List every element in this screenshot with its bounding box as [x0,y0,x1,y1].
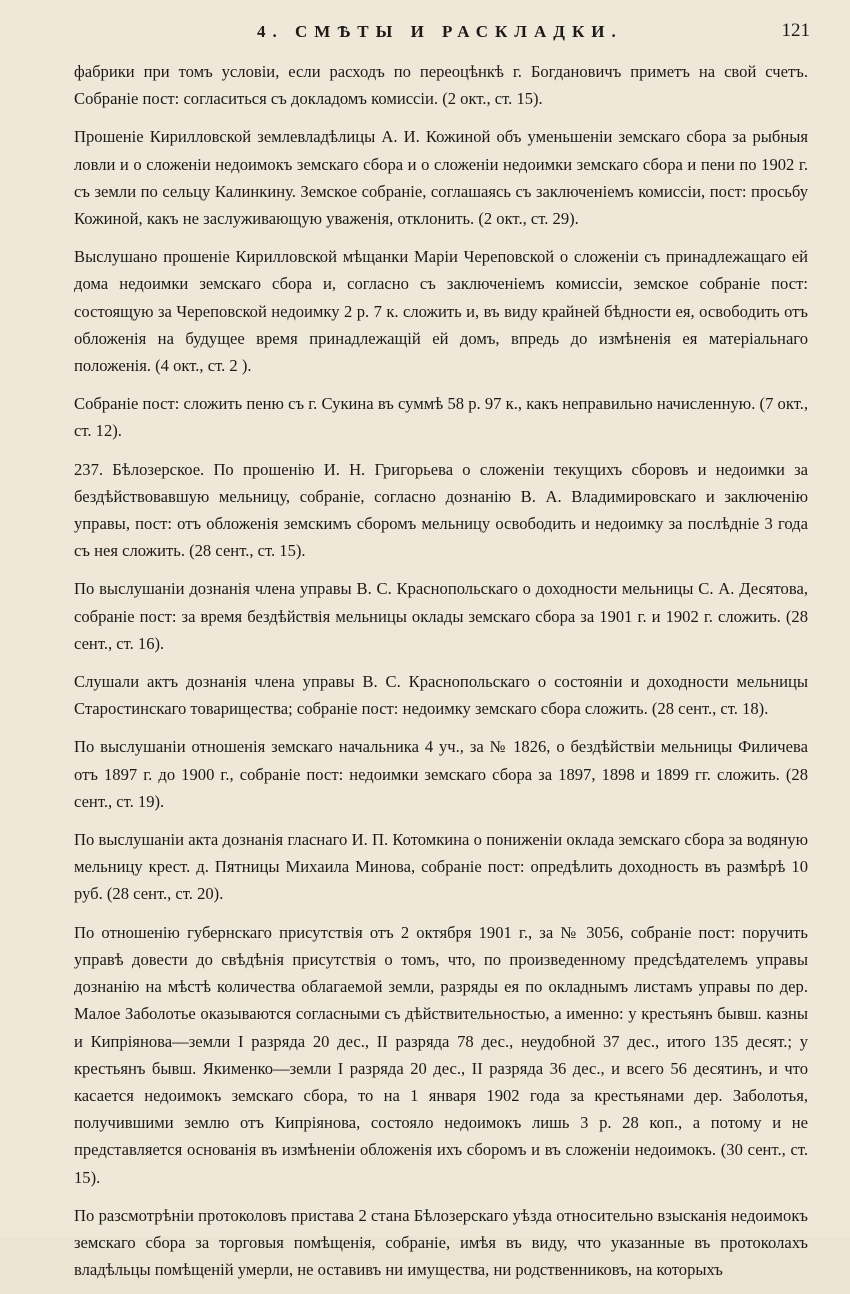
paragraph: 237. Бѣлозерское. По прошенію И. Н. Григорьева о сложеніи текущихъ сборовъ и недоимки за бездѣйствовавшую мельницу, собраніе, согласно дознанію В. А. Владимировскаго и заключенію управы, пост: отъ обложенія земскимъ сборомъ мельницу освободить и недоимку за послѣдніе 3 года съ нея сложить. (28 сент., ст. 15). [74,459,808,561]
paragraph: Собраніе пост: сложить пеню съ г. Сукина въ суммѣ 58 р. 97 к., какъ неправильно начисленную. (7 окт., ст. 12). [74,394,808,441]
paragraph: По выслушаніи дознанія члена управы В. С. Краснопольскаго о доходности мельницы С. А. Десятова, собраніе пост: за время бездѣйствія мельницы оклады земскаго сбора за 1901 г. и 1902 г. сложить. (28 сент., ст. 16). [74,579,808,653]
paragraph: фабрики при томъ условіи, если расходъ по переоцѣнкѣ г. Богдановичъ приметъ на свой счетъ. Собраніе пост: согласиться съ докладомъ комиссіи. (2 окт., ст. 15). [74,62,808,109]
paragraph: По разсмотрѣніи протоколовъ пристава 2 стана Бѣлозерскаго уѣзда относительно взысканія недоимокъ земскаго сбора за торговыя помѣщенія, собраніе, имѣя въ виду, что указанные въ протоколахъ владѣльцы помѣщеній умерли, не оставивъ ни имущества, ни родственниковъ, на которыхъ [74,1205,808,1280]
paragraph: По выслушаніи акта дознанія гласнаго И. П. Котомкина о пониженіи оклада земскаго сбора за водяную мельницу крест. д. Пятницы Михаила Минова, собраніе пост: опредѣлить доходность въ размѣрѣ 10 руб. (28 сент., ст. 20). [74,830,808,904]
paragraph: Выслушано прошеніе Кирилловской мѣщанки Маріи Череповской о сложеніи съ принадлежащаго ей дома недоимки земскаго сбора и, согласно съ заключеніемъ комиссіи, земское собраніе пост: состоящую за Череповской недоимку 2 р. 7 к. сложить и, въ виду крайней бѣдности ея, освободить отъ обложенія на будущее время принадлежащій ей домъ, впредь до измѣненія ея матеріальнаго положенія. (4 окт., ст. 2 ). [74,247,808,376]
running-head: 4. СМѢТЫ И РАСКЛАДКИ. [257,22,623,41]
body-text [74,58,808,1294]
paragraph: По выслушаніи отношенія земскаго начальника 4 уч., за № 1826, о бездѣйствіи мельницы Филичева отъ 1897 г. до 1900 г., собраніе пост: недоимки земскаго сбора за 1897, 1898 и 1899 гг. сложить. (28 сент., ст. 19). [74,737,808,811]
paragraph: Слушали актъ дознанія члена управы В. С. Краснопольскаго о состояніи и доходности мельницы Старостинскаго товарищества; собраніе пост: недоимку земскаго сбора сложить. (28 сент., ст. 18). [74,672,808,719]
paragraph: По отношенію губернскаго присутствія отъ 2 октября 1901 г., за № 3056, собраніе пост: поручить управѣ довести до свѣдѣнія присутствія о томъ, что, по произведенному предсѣдателемъ управы дознанію на мѣстѣ количества облагаемой земли, разряды ея по окладнымъ листамъ управы по дер. Малое Заболотье оказываются согласными съ дѣйствительностью, а именно: у крестьянъ бывш. казны и Кипріянова—земли I разряда 20 дес., II разряда 78 дес., неудобной 37 дес., итого 135 десят.; у крестьянъ бывш. Якименко—земли I разряда 20 дес., II разряда 36 дес., и всего 56 десятинъ, и что касается недоимокъ земскаго сбора, то на 1 января 1902 года за крестьянами дер. Заболотья, получившими землю отъ Кипріянова, состояло недоимокъ лишь 3 р. 28 коп., а потому и не представляется основанія въ измѣненіи обложенія ихъ сборомъ и въ сложеніи недоимокъ. (30 сент., ст. 15). [74,922,808,1187]
page-header [72,18,810,50]
page-number: 121 [781,20,810,41]
paragraph: Прошеніе Кирилловской землевладѣлицы А. И. Кожиной объ уменьшеніи земскаго сбора за рыбныя ловли и о сложеніи недоимокъ земскаго сбора и о сложеніи недоимки земскаго сбора и пени по 1902 г. съ земли по сельцу Калинкину. Земское собраніе, соглашаясь съ заключеніемъ комиссіи, пост: просьбу Кожиной, какъ не заслуживающую уваженія, отклонить. (2 окт., ст. 29). [74,127,808,229]
